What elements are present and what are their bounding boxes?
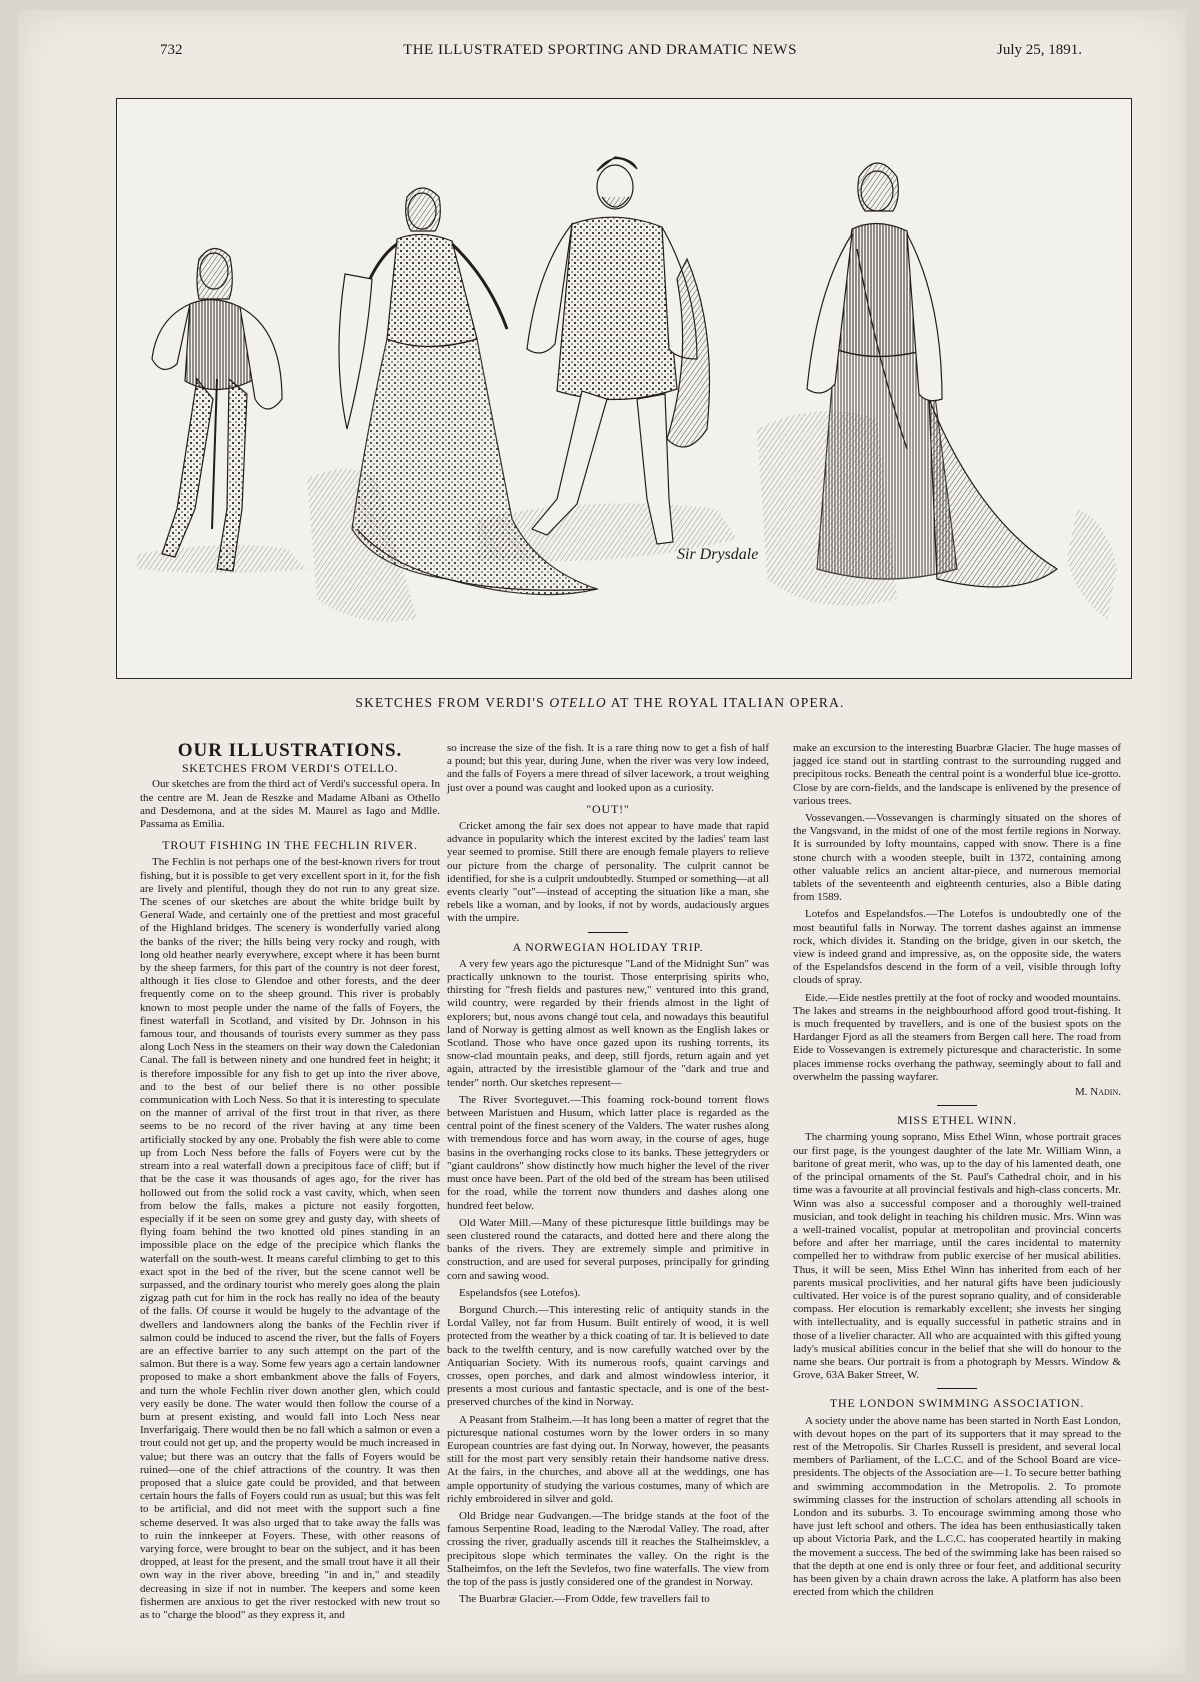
illustration-caption bbox=[0, 695, 1200, 711]
subheading-out: "OUT!" bbox=[586, 801, 630, 816]
subheading-ethel-winn: MISS ETHEL WINN. bbox=[897, 1113, 1017, 1128]
article-paragraph: Cricket among the fair sex does not appear to have made that rapid advance in popularity which the interest excited by the ladies' team last year seemed to promise. Still there are enough female players to relieve our picture from the charge of personality. The culprit cannot be identified, for she is a culprit undoubtedly. Stumped or something—at all events clearly "out"—instead of accepting the situation like a man, she rebels like a woman, and by looks, if not by words, audaciously argues with the umpire. bbox=[447, 820, 769, 925]
column-1 bbox=[140, 742, 440, 1626]
author-signature: M. Nadin. bbox=[1075, 1086, 1121, 1099]
divider bbox=[937, 1105, 977, 1106]
emilia-figure bbox=[807, 163, 1057, 587]
divider bbox=[588, 932, 628, 933]
article-paragraph: make an excursion to the interesting Buarbræ Glacier. The huge masses of jagged ice stand out in startling contrast to the surrounding rugged and precipitous rocks. Beneath the central point is a wonderful blue ice-grotto. Close by are corn-fields, and the landscape is enlivened by the presence of various trees. bbox=[793, 742, 1121, 807]
column-2 bbox=[447, 742, 769, 1610]
subheading-norwegian-trip: A NORWEGIAN HOLIDAY TRIP. bbox=[512, 939, 704, 954]
artist-signature: Sir Drysdale bbox=[677, 546, 759, 563]
otello-illustration bbox=[116, 98, 1132, 679]
masthead bbox=[0, 38, 1200, 64]
caption-before: SKETCHES FROM VERDI'S bbox=[355, 695, 545, 710]
article-paragraph: Vossevangen.—Vossevangen is charmingly situated on the shores of the Vangsvand, in the midst of one of the most fertile regions in Norway. It is surrounded by lofty mountains, capped with snow. There is a fine stone church with a wooden steeple, built in 1372, containing among other valuable relics an ancient altar-piece, and numerous memorial tablets of the seventeenth and eighteenth centuries, also a Bible dating from 1589. bbox=[793, 812, 1121, 904]
divider bbox=[937, 1388, 977, 1389]
article-paragraph: Espelandsfos (see Lotefos). bbox=[459, 1286, 581, 1299]
article-paragraph: A society under the above name has been started in North East London, with devout hopes on the part of its supporters that it may spread to the rest of the Metropolis. Sir Charles Russell is president, and several local members of Parliament, of the L.C.C. and of the School Board are vice-presidents. The objects of the Association are—1. To secure better bathing and swimming accommodation in the Metropolis. 2. To promote swimming classes for the instruction of scholars attending all schools in London and its suburbs. 3. To encourage swimming among those who have just left school and others. The idea has been enthusiastically taken up about Victoria Park, and the L.C.C. has cooperated heartily in making the movement a success. The bed of the swimming lake has been raised so that the depth at one end is only three or four feet, and additional security has been given by a chain drawn across the lake. A platform has also been erected from which the children bbox=[793, 1414, 1121, 1599]
caption-opera: OTELLO bbox=[549, 695, 607, 710]
subheading-otello: SKETCHES FROM VERDI'S OTELLO. bbox=[181, 761, 399, 776]
section-heading: OUR ILLUSTRATIONS. bbox=[177, 740, 403, 761]
article-paragraph: The Fechlin is not perhaps one of the best-known rivers for trout fishing, but it is possible to get very excellent sport in it, for the fish are lively and plentiful, though they do not run to any great size. The scenes of our sketches are about the white bridge built by General Wade, and certainly one of the prettiest and most graceful of the Highland bridges. The scenery is wonderfully varied along the banks of the river; the hills being very rocky and rough, with long old heather nearly everywhere, except where it has been burnt by the sheep farmers, for this part of the country is not deer forest, although it lies close to Glendoe and other forests, and the deer frequently come on to the sheep ground. This river is probably known to most people under the name of the falls of Foyers, the finest waterfall in Scotland, and visited by Dr. Johnson in his famous tour, and thousands of tourists every summer as they pass along Loch Ness in the steamers on their way down the Caledonian Canal. The fall is between ninety and one hundred feet in height; it is therefore impossible for any fish to get up into the river above, and to the best of our belief there is no other possible communication with Loch Ness. So that it is interesting to speculate on the manner of arrival of the first trout in that river, as there seems to be no record of the river having at any time been artificially stocked by any one. Probably the fish were able to come up from Loch Ness before the falls of Foyers were cut by the stream into a real waterfall down a precipitous face of cliff; but if that be the case it was thousands of ages ago, for the river has hollowed out from the solid rock a vast cavity, which, when seen from below the falls, makes a picture not easily forgotten, especially if it be seen on some grey and gusty day, with sheets of flying foam behind the two knotted old pines standing in an impossible place on the edge of the precipice which flanks the waterfall on the south-west. It means careful climbing to get to this exact spot in the bed of the river, but the scene cannot well be surpassed, and the ordinary tourist who merely goes along the plain zigzag path cut for him in the rock has really no idea of the beauty of the falls. Of course it would be hugely to the advantage of the dwellers and landowners along the banks of the Fechlin river if salmon could be induced to ascend the river, but the falls of Foyers are an effective barrier to any such attempt on the part of the salmon. But there is a way. Some few years ago a certain landowner proposed to make a short embankment above the falls of Foyers, and turn the whole Fechlin river down another glen, which could very easily be done. The water would then follow the course of a burn at present existing, and would fall into Loch Ness near Inverfarigaig. There would then be no fall which a salmon or even a trout could not get up, and the property would be much increased in value; but there was an outcry that the falls of Foyers would be ruined—one of the chief attractions of the country. It was then proposed that a sluice gate could be provided, and that between certain hours the falls of Foyers could run as usual; but this was felt to be artificial, and did not meet with the support such a fine scheme deserved. It was also urged that to take away the falls was to ruin the innkeeper at Foyers. These, with other reasons of varying force, were brought to bear on the subject, and it has been dropped, at least for the present, and the small trout have it all their own way in the river above, breeding "in and in," and steadily decreasing in size if not in number. The keepers and some keen fishermen are anxious to get the river restocked with new trout so as to "charge the blood" as they express it, and bbox=[140, 856, 440, 1621]
article-paragraph: Old Bridge near Gudvangen.—The bridge stands at the foot of the famous Serpentine Road, leading to the Nærodal Valley. The road, after crossing the river, gradually ascends till it reaches the Stalheimsklev, a precipitous slope which terminates the valley. On the right is the Stalheimfos, on the left the Sevlefos, two fine waterfalls. The view from the top of the pass is justly considered one of the grandest in Norway. bbox=[447, 1509, 769, 1588]
issue-date: July 25, 1891. bbox=[997, 42, 1083, 58]
page-number: 732 bbox=[160, 42, 183, 58]
article-paragraph: The charming young soprano, Miss Ethel Winn, whose portrait graces our first page, is the youngest daughter of the late Mr. William Winn, a baritone of great merit, who was, up to the day of his lamented death, one of the principal ornaments of the St. Paul's Cathedral choir, and in his time was a favourite at all provincial festivals and high-class concerts. Mr. Winn was also a successful composer and a thoroughly well-trained musician, and took delight in teaching his children music. Mrs. Winn was a well-trained vocalist, popular at metropolitan and provincial concerts before and after her marriage, until the cares incidental to maternity compelled her to withdraw from public exercise of her musical abilities. Thus, it will be seen, Miss Ethel Winn has inherited from each of her parents musical proclivities, and her natural gifts have been judiciously cultivated. Her voice is of the purest soprano quality, and of considerable compass. Her elocution is remarkably excellent; she invests her singing with intellectuality, and is equally successful in pathetic strains and in those of a livelier character. All who are acquainted with this gifted young lady's musical abilities concur in the belief that she will do honour to the name she bears. Our portrait is from a photograph by Messrs. Window & Grove, 63A Baker Street, W. bbox=[793, 1131, 1121, 1382]
article-paragraph: Borgund Church.—This interesting relic of antiquity stands in the Lordal Valley, not far from Husum. Built entirely of wood, it is well protected from the weather by a thick coating of tar. It is believed to date back to the twelfth century, and is now carefully watched over by the Antiquarian Society. With its numerous roofs, quaint carvings and crosses, open porches, and dark and almost windowless interior, it presents a most curious and fantastic spectacle, and is one of the best-preserved churches of the kind in Norway. bbox=[447, 1303, 769, 1409]
article-paragraph: Our sketches are from the third act of Verdi's successful opera. In the centre are M. Jean de Reszke and Madame Albani as Othello and Desdemona, and at the sides M. Maurel as Iago and Mdlle. Passama as Emilia. bbox=[140, 778, 440, 831]
column-3 bbox=[793, 742, 1121, 1603]
othello-figure bbox=[527, 157, 710, 544]
caption-after: AT THE ROYAL ITALIAN OPERA. bbox=[610, 695, 845, 710]
article-paragraph: A Peasant from Stalheim.—It has long been a matter of regret that the picturesque national costumes worn by the lower orders in so many European countries are fast dying out. In Norway, however, the peasants still for the most part very sensibly retain their handsome native dress. At the fairs, in the churches, and above all at the weddings, one has ample opportunity of studying the various costumes, many of which are richly embroidered in silver and gold. bbox=[447, 1413, 769, 1505]
article-paragraph: A very few years ago the picturesque "Land of the Midnight Sun" was practically unknown to the tourist. Those enterprising spirits who, thirsting for "fresh fields and pastures new," ventured into this grand, wild country, were regarded by their friends almost in the light of explorers; but, nous avons changé tout cela, and nowadays this beautiful land of Norway is getting almost as well known as the English lakes or Scotland. Those who have once gazed upon its rushing torrents, its snow-clad mountain peaks, and deep, still fjords, return again and yet again, attracted by the irresistible glamour of the "dark and true and tender" north. Our sketches represent— bbox=[447, 957, 769, 1089]
subheading-trout-fishing: TROUT FISHING IN THE FECHLIN RIVER. bbox=[162, 838, 418, 853]
article-paragraph: Eide.—Eide nestles prettily at the foot of rocky and wooded mountains. The lakes and streams in the neighbourhood afford good trout-fishing. It is much frequented by travellers, and is one of the busiest spots on the Hardanger Fjord as all the steamers from Bergen call here. The road from Eide to Vossevangen is extremely picturesque and characteristic. In some places immense rocks overhang the pathway, seemingly about to fall and overwhelm the passing wayfarer. bbox=[793, 991, 1121, 1083]
article-paragraph: Lotefos and Espelandsfos.—The Lotefos is undoubtedly one of the most beautiful falls in Norway. The torrent dashes against an immense rock, which divides it. Standing on the bridge, given in our sketch, the view is indeed grand and impressive, as, on the opposite side, the waters of the Espelandsfos descend in the form of a veil, visible through lofty clouds of spray. bbox=[793, 908, 1121, 987]
opera-figures-engraving bbox=[117, 99, 1131, 678]
article-paragraph: The River Svorteguvet.—This foaming rock-bound torrent flows between Maristuen and Husum, which latter place is regarded as the central point of the finest scenery of the Valders. The water rushes along with tremendous force and has worn away, in the course of ages, huge basins in the overhanging rocks close to its banks. These jettegryders or "giant cauldrons" show distinctly how much higher the level of the river must once have been. Part of the old bed of the stream has been utilised for the road, while the torrent now thunders and dashes along one hundred feet below. bbox=[447, 1093, 769, 1212]
subheading-swimming-association: THE LONDON SWIMMING ASSOCIATION. bbox=[829, 1396, 1085, 1411]
iago-figure bbox=[152, 248, 282, 571]
article-paragraph: The Buarbræ Glacier.—From Odde, few travellers fail to bbox=[459, 1593, 710, 1606]
publication-title: THE ILLUSTRATED SPORTING AND DRAMATIC NEWS bbox=[403, 42, 797, 58]
article-paragraph: so increase the size of the fish. It is a rare thing now to get a fish of half a pound; but this year, during June, when the river was very low indeed, and the falls of Foyers a mere thread of silver lacework, a trout weighing just over a pound was caught and looked upon as a curiosity. bbox=[447, 742, 769, 794]
article-paragraph: Old Water Mill.—Many of these picturesque little buildings may be seen clustered round the cataracts, and dotted here and there along the banks of the rivers. They are extremely simple and primitive in construction, and are used for several purposes, principally for grinding corn and sawing wood. bbox=[447, 1216, 769, 1282]
